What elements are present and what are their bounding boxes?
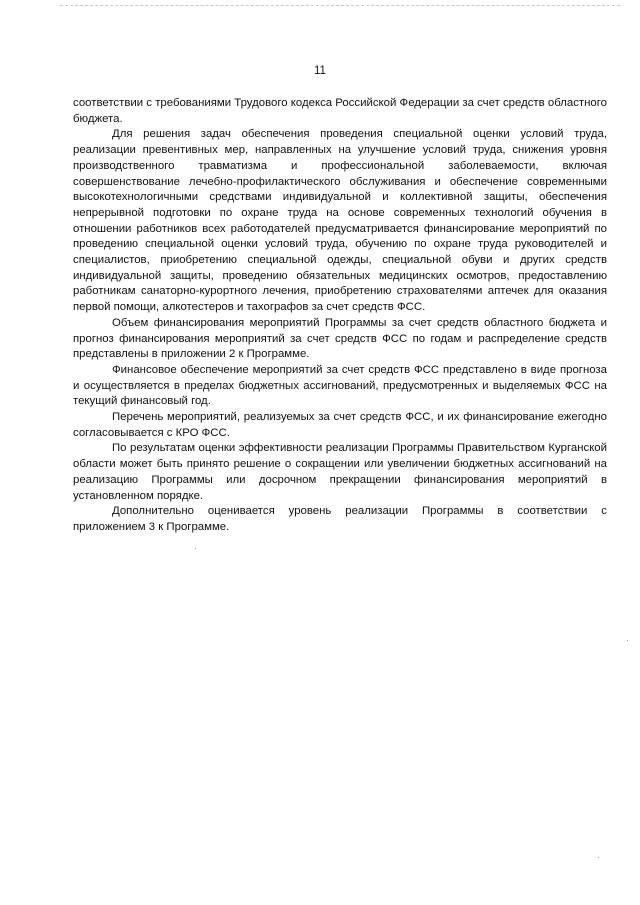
paragraph-additional-evaluation: Дополнительно оценивается уровень реализации Программы в соответствии с приложением 3 к Программе. xyxy=(73,505,607,533)
paragraph-fss-financial-support: Финансовое обеспечение мероприятий за счет средств ФСС представлено в виде прогноза и осуществляется в пределах бюджетных ассигнований, предусмотренных и выделяемых ФСС на текущий финансовый год. xyxy=(73,363,607,408)
paragraph-labor-conditions-tasks: Для решения задач обеспечения проведения специальной оценки условий труда, реализации превентивных мер, направленных на улучшение условий труда, снижения уровня производственного травматизма и профессиональной заболеваемости, включая совершенствование лечебно-профилактического обслуживания и обеспечение современными высокотехнологичными средствами индивидуальной и коллективной защиты, обеспечения непрерывной подготовки по охране труда на основе современных технологий обучения в отношении работников всех работодателей предусматривается финансирование мероприятий по проведению специальной оценки условий труда, обучению по охране труда руководителей и специалистов, приобретению специальной одежды, специальной обуви и других средств индивидуальной защиты, проведению обязательных медицинских осмотров, предоставлению работникам санаторно-курортного лечения, приобретению страхователями аптечек для оказания первой помощи, алкотестеров и тахографов за счет средств ФСС. xyxy=(73,128,607,314)
document-body xyxy=(73,96,607,536)
paragraph-fss-measures-list: Перечень мероприятий, реализуемых за счет средств ФСС, и их финансирование ежегодно согласовывается с КРО ФСС. xyxy=(73,411,607,439)
scan-edge-artifact xyxy=(60,5,620,8)
scan-speck xyxy=(627,640,628,641)
scan-speck xyxy=(195,548,196,549)
paragraph-efficiency-evaluation: По результатам оценки эффективности реализации Программы Правительством Курганской области может быть принято решение о сокращении или увеличении бюджетных ассигнований на реализацию Программы или досрочном прекращении финансирования мероприятий в установленном порядке. xyxy=(73,442,607,502)
paragraph-continuation: соответствии с требованиями Трудового кодекса Российской Федерации за счет средств областного бюджета. xyxy=(73,97,607,125)
scan-speck xyxy=(598,857,599,858)
page-number: 11 xyxy=(314,65,326,77)
paragraph-financing-volume: Объем финансирования мероприятий Программы за счет средств областного бюджета и прогноз финансирования мероприятий за счет средств ФСС по годам и распределение средств представлены в приложении 2 к Программе. xyxy=(73,316,607,361)
